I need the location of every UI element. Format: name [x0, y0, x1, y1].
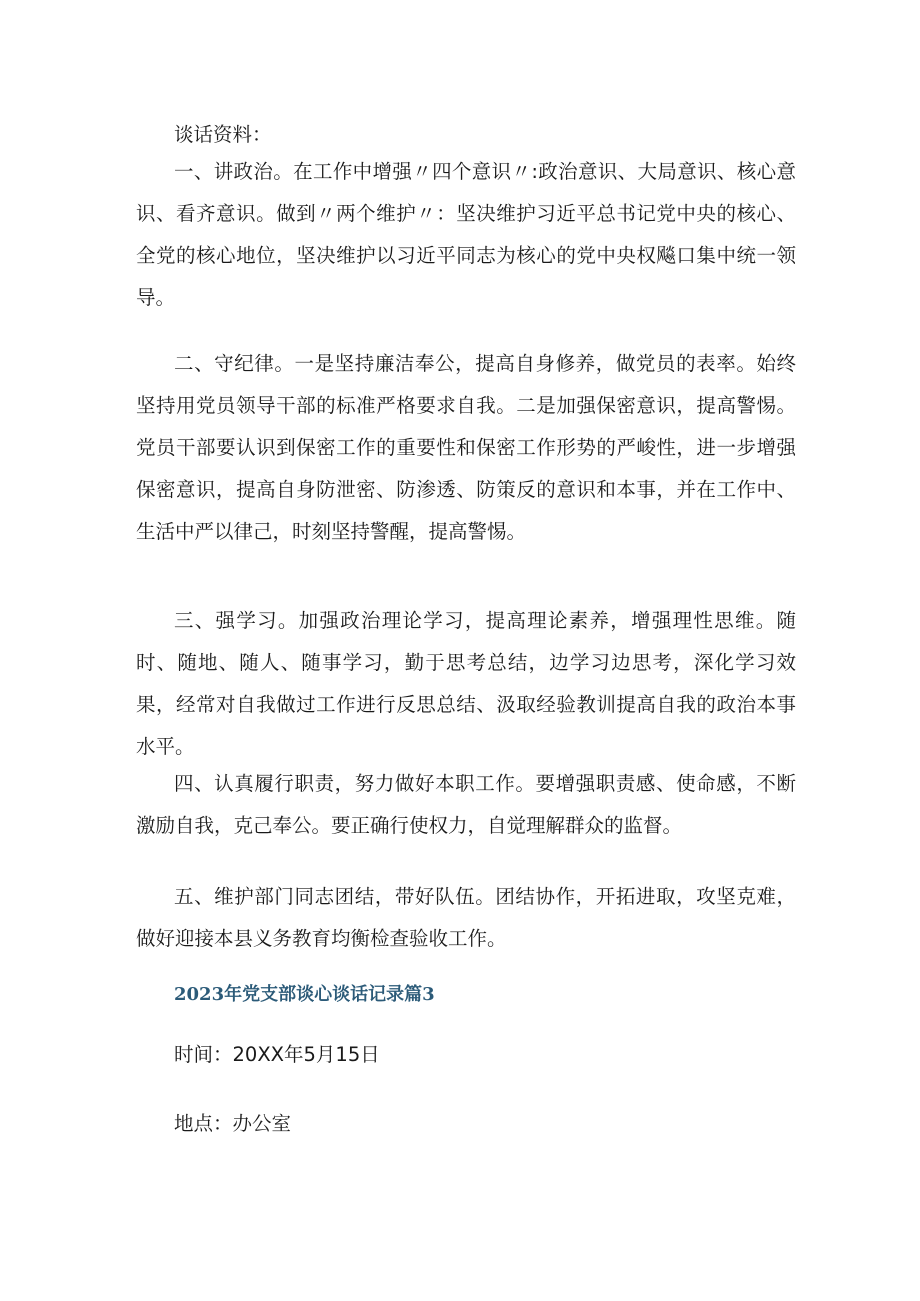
section-heading: 2023年党支部谈心谈话记录篇3	[174, 984, 435, 1005]
intro-label: 谈话资料：	[174, 123, 272, 146]
place-line: 地点：办公室	[174, 1112, 292, 1135]
paragraph-politics: 一、讲政治。在工作中增强〃四个意识〃:政治意识、大局意识、核心意识、看齐意识。做到〃两个维护〃：坚决维护习近平总书记党中央的核心、全党的核心地位，坚决维护以习近平同志为核心的党中央权飚口集中统一领导。	[136, 160, 796, 309]
paragraph-discipline: 二、守纪律。一是坚持廉洁奉公，提高自身修养，做党员的表率。始终坚持用党员领导干部的标准严格要求自我。二是加强保密意识，提高警惕。党员干部要认识到保密工作的重要性和保密工作形势的严峻性，进一步增强保密意识，提高自身防泄密、防渗透、防策反的意识和本事，并在工作中、生活中严以律己，时刻坚持警醒，提高警惕。	[136, 352, 796, 543]
time-line: 时间：20XX年5月15日	[174, 1043, 380, 1066]
paragraph-duty: 四、认真履行职责，努力做好本职工作。要增强职责感、使命感，不断激励自我，克己奉公。要正确行使权力，自觉理解群众的监督。	[136, 772, 796, 837]
paragraph-study: 三、强学习。加强政治理论学习，提高理论素养，增强理性思维。随时、随地、随人、随事学习，勤于思考总结，边学习边思考，深化学习效果，经常对自我做过工作进行反思总结、汲取经验教训提高自我的政治本事水平。	[136, 609, 796, 758]
paragraph-unity: 五、维护部门同志团结，带好队伍。团结协作，开拓进取，攻坚克难，做好迎接本县义务教育均衡检查验收工作。	[136, 885, 796, 950]
